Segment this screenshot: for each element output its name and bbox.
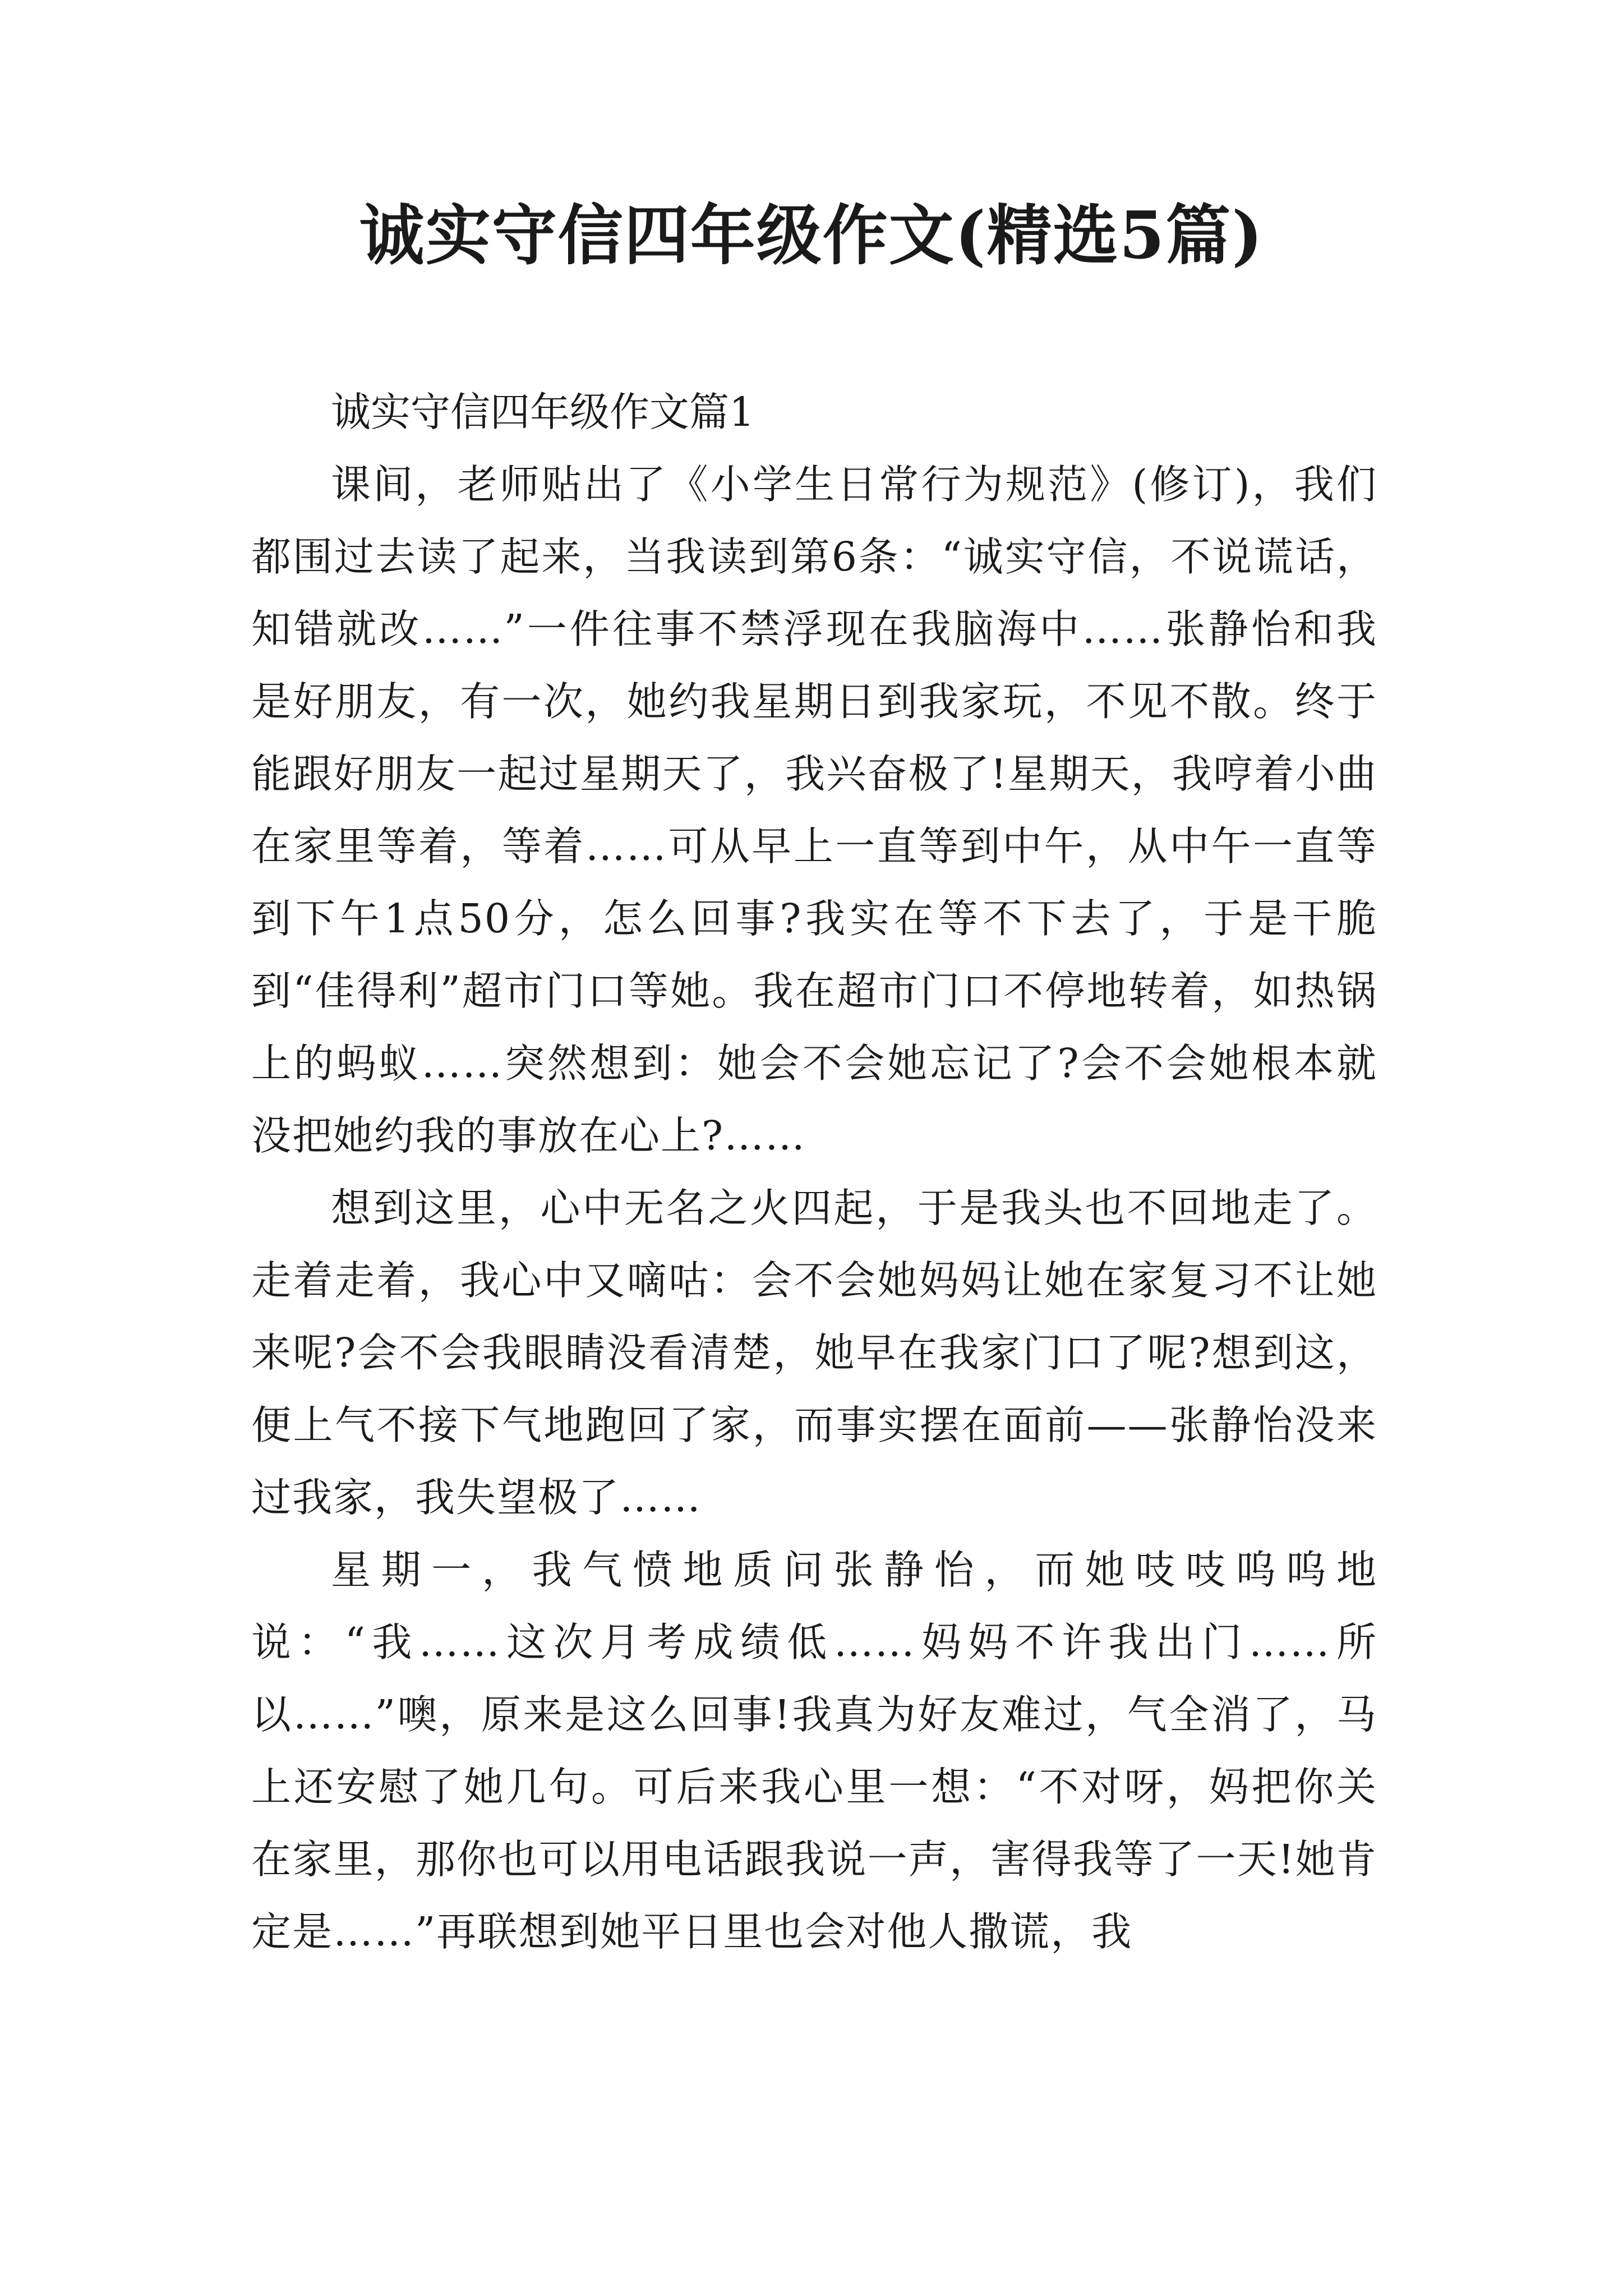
section-heading: 诚实守信四年级作文篇1 xyxy=(331,389,755,435)
paragraph-3: 星期一，我气愤地质问张静怡，而她吱吱呜呜地说：“我……这次月考成绩低……妈妈不许我出门……所以……”噢，原来是这么回事!我真为好友难过，气全消了，马上还安慰了她几句。可后来我心里一想：“不对呀，妈把你关在家里，那你也可以用电话跟我说一声，害得我等了一天!她肯定是……”再联想到她平日里也会对他人撒谎，我 xyxy=(251,1547,1377,1955)
paragraph-1: 课间，老师贴出了《小学生日常行为规范》(修订)，我们都围过去读了起来，当我读到第6条：“诚实守信，不说谎话，知错就改……”一件往事不禁浮现在我脑海中……张静怡和我是好朋友，有一次，她约我星期日到我家玩，不见不散。终于能跟好朋友一起过星期天了，我兴奋极了!星期天，我哼着小曲在家里等着，等着……可从早上一直等到中午，从中午一直等到下午1点50分，怎么回事?我实在等不下去了，于是干脆到“佳得利”超市门口等她。我在超市门口不停地转着，如热锅上的蚂蚁……突然想到：她会不会她忘记了?会不会她根本就没把她约我的事放在心上?…… xyxy=(251,461,1377,1159)
document-title: 诚实守信四年级作文(精选5篇) xyxy=(359,197,1264,274)
document-body xyxy=(251,376,1377,1968)
paragraph-2: 想到这里，心中无名之火四起，于是我头也不回地走了。走着走着，我心中又嘀咕：会不会她妈妈让她在家复习不让她来呢?会不会我眼睛没看清楚，她早在我家门口了呢?想到这，便上气不接下气地跑回了家，而事实摆在面前——张静怡没来过我家，我失望极了…… xyxy=(251,1185,1377,1521)
